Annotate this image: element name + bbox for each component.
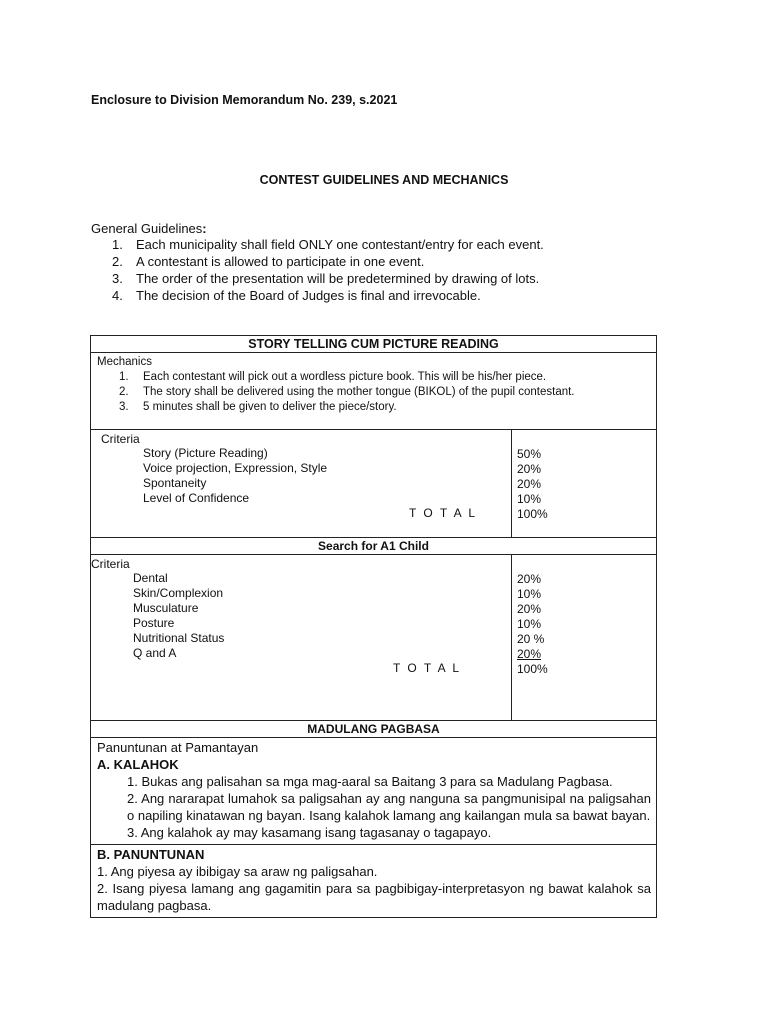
list-item [119, 400, 650, 415]
contest-table [90, 335, 657, 918]
list-number: 3. [119, 401, 129, 413]
list-item [119, 385, 650, 400]
general-guidelines-heading [91, 221, 207, 236]
a1-criteria-cell [91, 555, 512, 721]
mechanics-label: Mechanics [97, 356, 152, 368]
story-percent-cell [512, 430, 657, 538]
criteria-percent: 50% [517, 447, 542, 461]
criteria-item: Spontaneity [143, 476, 207, 490]
a1-child-heading: Search for A1 Child [91, 538, 657, 555]
criteria-item: Dental [133, 571, 168, 585]
panuntunan-cell [91, 845, 657, 918]
story-mechanics-cell [91, 353, 657, 430]
criteria-percent: 10% [517, 492, 542, 506]
panuntunan-item: 1. Ang piyesa ay ibibigay sa araw ng paligsahan. [97, 864, 378, 879]
kalahok-item: 2. Ang nararapat lumahok sa paligsahan ay ang nanguna sa pangmunisipal na paligsahan o napiling kinatawan ng bayan. Isang kalahok lamang ang kailangan mula sa bawat bayan. [127, 791, 651, 823]
criteria-item: Skin/Complexion [133, 586, 224, 600]
criteria-item: Q and A [133, 646, 177, 660]
criteria-percent: 10% [517, 617, 542, 631]
list-item [112, 253, 544, 270]
criteria-label: Criteria [91, 557, 130, 571]
story-criteria-cell [91, 430, 512, 538]
list-text: Each contestant will pick out a wordless picture book. This will be his/her piece. [143, 371, 547, 383]
general-guidelines-list [112, 236, 544, 304]
criteria-item: Posture [133, 616, 175, 630]
madulang-pagbasa-heading: MADULANG PAGBASA [91, 721, 657, 738]
enclosure-reference: Enclosure to Division Memorandum No. 239, s.2021 [91, 93, 398, 107]
panuntunan-item: 2. Isang piyesa lamang ang gagamitin para sa pagbibigay-interpretasyon ng bawat kalahok sa madulang pagbasa. [97, 881, 651, 913]
criteria-label: Criteria [101, 432, 140, 446]
list-number: 2. [119, 386, 129, 398]
list-item [119, 370, 650, 385]
story-telling-heading: STORY TELLING CUM PICTURE READING [91, 336, 657, 353]
criteria-percent: 20% [517, 572, 542, 586]
list-item [112, 270, 544, 287]
list-number: 3. [112, 271, 123, 286]
a1-percent-cell [512, 555, 657, 721]
list-number: 1. [119, 371, 129, 383]
criteria-percent: 20% [517, 647, 542, 661]
list-text: Each municipality shall field ONLY one contestant/entry for each event. [136, 237, 544, 252]
panuntunan-intro: Panuntunan at Pamantayan [97, 740, 259, 755]
criteria-item: Story (Picture Reading) [143, 446, 268, 460]
criteria-item: Nutritional Status [133, 631, 225, 645]
list-text: 5 minutes shall be given to deliver the piece/story. [143, 401, 397, 413]
criteria-percent: 10% [517, 587, 542, 601]
kalahok-heading: A. KALAHOK [97, 757, 179, 772]
total-percent: 100% [517, 662, 548, 676]
criteria-percent: 20% [517, 602, 542, 616]
list-item [112, 287, 544, 304]
document-title: CONTEST GUIDELINES AND MECHANICS [259, 173, 509, 187]
total-label: T O T A L [408, 506, 477, 520]
list-item [112, 236, 544, 253]
list-text: The decision of the Board of Judges is final and irrevocable. [136, 288, 481, 303]
criteria-percent: 20% [517, 477, 542, 491]
kalahok-cell [91, 738, 657, 845]
list-number: 2. [112, 254, 123, 269]
list-text: The order of the presentation will be predetermined by drawing of lots. [136, 271, 540, 286]
criteria-percent: 20% [517, 462, 542, 476]
kalahok-item: 1. Bukas ang palisahan sa mga mag-aaral sa Baitang 3 para sa Madulang Pagbasa. [127, 774, 613, 789]
kalahok-item: 3. Ang kalahok ay may kasamang isang tagasanay o tagapayo. [127, 825, 492, 840]
criteria-percent: 20 % [517, 632, 545, 646]
list-text: A contestant is allowed to participate in one event. [136, 254, 425, 269]
total-percent: 100% [517, 507, 548, 521]
general-guidelines-colon: : [202, 221, 207, 236]
panuntunan-heading: B. PANUNTUNAN [97, 847, 205, 862]
general-guidelines-label: General Guidelines [91, 221, 203, 236]
mechanics-list [97, 370, 650, 415]
list-number: 4. [112, 288, 123, 303]
criteria-item: Musculature [133, 601, 199, 615]
total-label: T O T A L [392, 661, 461, 675]
criteria-item: Level of Confidence [143, 491, 250, 505]
list-text: The story shall be delivered using the mother tongue (BIKOL) of the pupil contestant. [143, 386, 575, 398]
list-number: 1. [112, 237, 123, 252]
criteria-item: Voice projection, Expression, Style [143, 461, 328, 475]
